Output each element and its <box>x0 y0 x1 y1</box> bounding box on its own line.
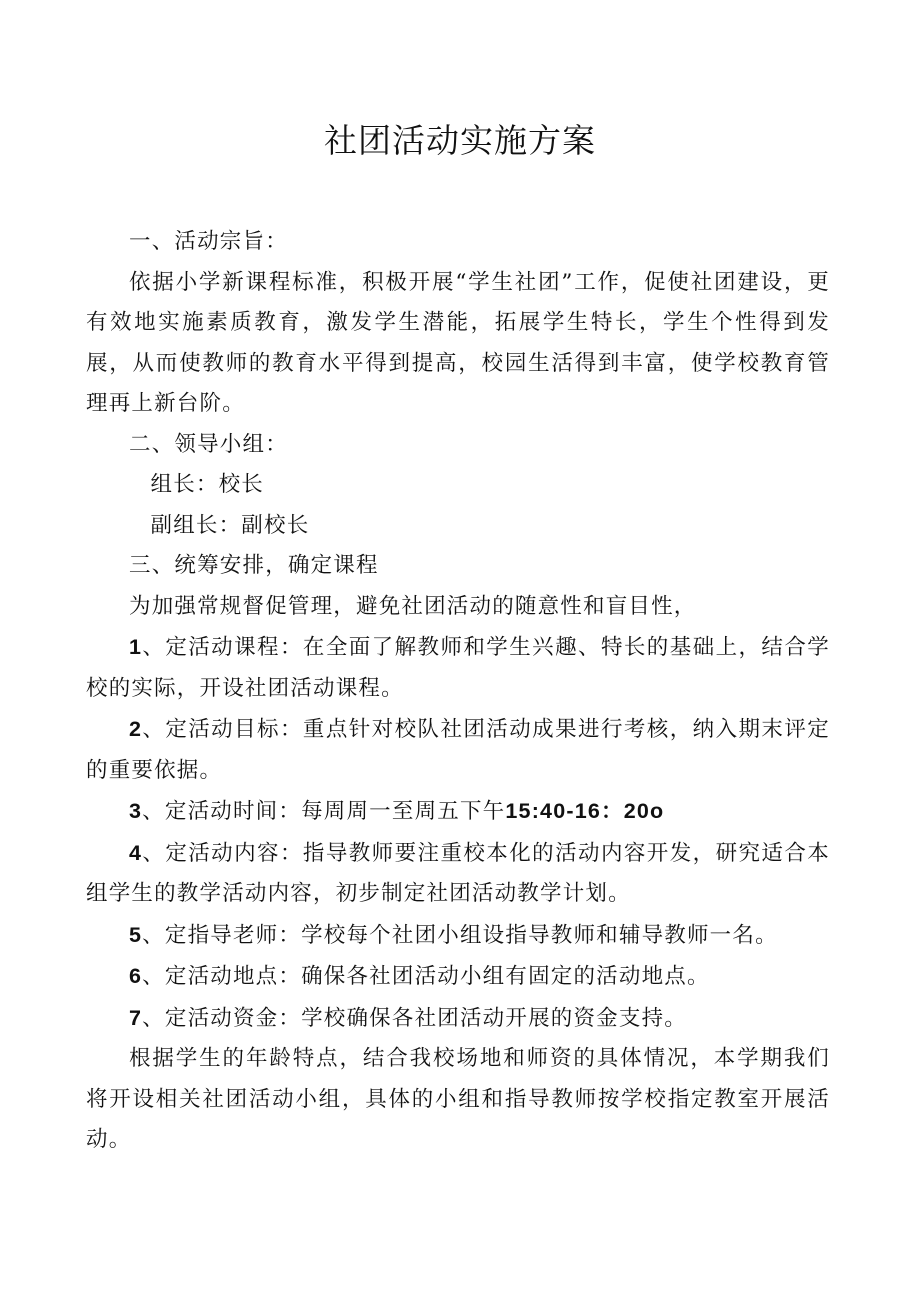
item-number: 3 <box>129 799 143 823</box>
document-title: 社团活动实施方案 <box>324 121 596 160</box>
item-time-value: 15:40-16：20o <box>505 799 665 823</box>
list-item-course <box>86 627 830 709</box>
item-text: 、定活动地点：确保各社团活动小组有固定的活动地点。 <box>142 964 710 989</box>
item-text: 、定活动目标：重点针对校队社团活动成果进行考核，纳入期末评定的重要依据。 <box>86 717 830 783</box>
list-item-funding <box>86 998 830 1040</box>
item-number: 5 <box>129 922 143 947</box>
item-text: 、定活动课程：在全面了解教师和学生兴趣、特长的基础上，结合学校的实际，开设社团活动课程。 <box>86 635 830 701</box>
item-number: 1 <box>129 635 143 659</box>
item-number: 4 <box>129 840 143 865</box>
item-number: 6 <box>129 964 143 988</box>
list-item-location <box>86 956 830 998</box>
list-item-content <box>86 833 830 915</box>
item-text: 、定活动时间：每周周一至周五下午 <box>142 799 506 824</box>
section-heading-purpose: 一、活动宗旨： <box>129 229 288 254</box>
deputy-leader-line: 副组长：副校长 <box>150 512 310 538</box>
item-number: 7 <box>129 1005 143 1030</box>
section-heading-leadership: 二、领导小组： <box>129 431 288 457</box>
list-item-teacher <box>86 915 830 957</box>
item-text: 、定指导老师：学校每个社团小组设指导教师和辅导教师一名。 <box>142 922 778 948</box>
paragraph-closing: 根据学生的年龄特点，结合我校场地和师资的具体情况，本学期我们将开设相关社团活动小组，具体的小组和指导教师按学校指定教室开展活动。 <box>86 1046 830 1152</box>
list-item-goal <box>86 709 830 791</box>
paragraph-purpose: 依据小学新课程标准，积极开展“学生社团”工作，促使社团建设，更有效地实施素质教育，激发学生潜能，拓展学生特长，学生个性得到发展，从而使教师的教育水平得到提高，校园生活得到丰富，使学校教育管理再上新台阶。 <box>86 269 830 416</box>
section-heading-arrangement: 三、统筹安排，确定课程 <box>129 553 379 578</box>
list-item-time <box>86 791 830 833</box>
document-body <box>86 222 830 1161</box>
item-text: 、定活动内容：指导教师要注重校本化的活动内容开发，研究适合本组学生的教学活动内容，初步制定社团活动教学计划。 <box>86 840 830 906</box>
leader-line: 组长：校长 <box>150 472 265 497</box>
item-text: 、定活动资金：学校确保各社团活动开展的资金支持。 <box>142 1005 687 1031</box>
item-number: 2 <box>129 717 143 741</box>
paragraph-management: 为加强常规督促管理，避免社团活动的随意性和盲目性， <box>129 593 697 619</box>
